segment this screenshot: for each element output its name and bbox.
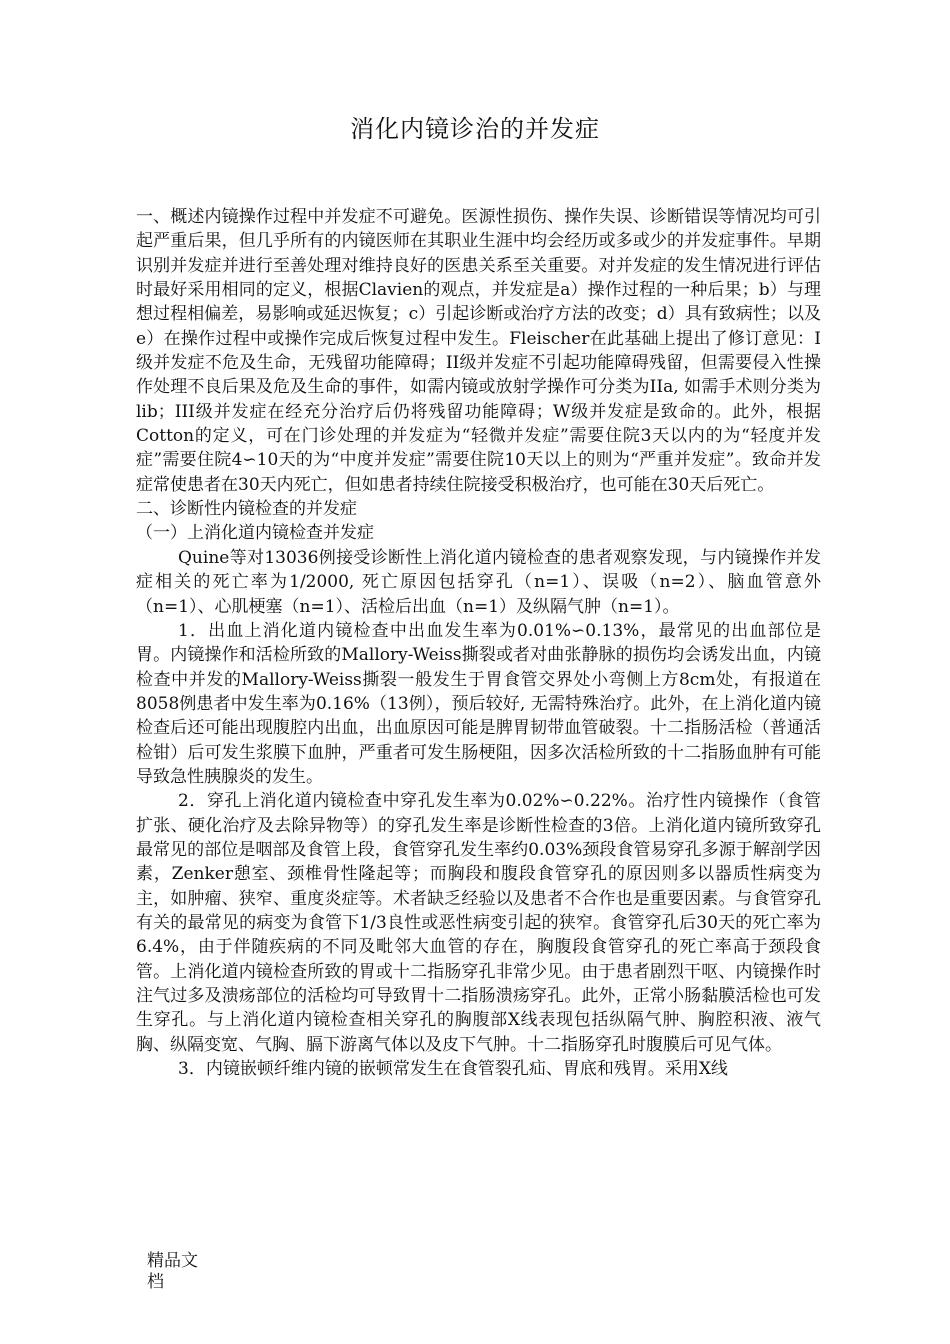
paragraph-bleeding: 1．出血上消化道内镜检查中出血发生率为0.01%∽0.13%，最常见的出血部位是胃。内镜操作和活检所致的Mallory-Weiss撕裂或者对曲张静脉的损伤均会诱发出血，内镜检查中并发的Mallory-Weiss撕裂一般发生于胃食管交界处小弯侧上方8cm处，有报道在8058例患者中发生率为0.16%（13例），预后较好, 无需特殊治疗。此外，在上消化道内镜检查后还可能出现腹腔内出血，出血原因可能是脾胃韧带血管破裂。十二指肠活检（普通活检钳）后可发生浆膜下血肿，严重者可发生肠梗阻，因多次活检所致的十二指肠血肿有可能导致急性胰腺炎的发生。 <box>136 620 821 787</box>
footer-watermark: 精品文档 <box>147 1251 198 1292</box>
paragraph-quine: Quine等对13036例接受诊断性上消化道内镜检查的患者观察发现，与内镜操作并发症相关的死亡率为1/2000, 死亡原因包括穿孔（n=1）、误吸（n=2）、脑血管意外（n=1）、心肌梗塞（n=1）、活检后出血（n=1）及纵隔气肿（n=1）。 <box>136 547 821 617</box>
section-heading: 二、诊断性内镜检查的并发症 <box>136 499 357 520</box>
paragraph-perforation: 2．穿孔上消化道内镜检查中穿孔发生率为0.02%∽0.22%。治疗性内镜操作（食管扩张、硬化治疗及去除异物等）的穿孔发生率是诊断性检查的3倍。上消化道内镜所致穿孔最常见的部位是咽部及食管上段，食管穿孔发生率约0.03%颈段食管易穿孔多源于解剖学因素，Zenker憩室、颈椎骨性隆起等；而胸段和腹段食管穿孔的原因则多以器质性病变为主，如肿瘤、狭窄、重度炎症等。术者缺乏经验以及患者不合作也是重要因素。与食管穿孔有关的最常见的病变为食管下1/3良性或恶性病变引起的狭窄。食管穿孔后30天的死亡率为6.4%，由于伴随疾病的不同及毗邻大血管的存在，胸腹段食管穿孔的死亡率高于颈段食管。上消化道内镜检查所致的胃或十二指肠穿孔非常少见。由于患者剧烈干呕、内镜操作时注气过多及溃疡部位的活检均可导致胃十二指肠溃疡穿孔。此外，正常小肠黏膜活检也可发生穿孔。与上消化道内镜检查相关穿孔的胸腹部X线表现包括纵隔气肿、胸腔积液、液气胸、纵隔变宽、气胸、膈下游离气体以及皮下气肿。十二指肠穿孔时腹膜后可见气体。 <box>136 791 821 1055</box>
paragraph-incarceration: 3．内镜嵌顿纤维内镜的嵌顿常发生在食管裂孔疝、胃底和残胃。采用X线 <box>178 1059 728 1080</box>
document-title: 消化内镜诊治的并发症 <box>350 115 600 143</box>
document-body <box>136 205 821 1081</box>
paragraph-overview: 一、概述内镜操作过程中并发症不可避免。医源性损伤、操作失误、诊断错误等情况均可引起严重后果，但几乎所有的内镜医师在其职业生涯中均会经历或多或少的并发症事件。早期识别并发症并进行至善处理对维持良好的医患关系至关重要。对并发症的发生情况进行评估时最好采用相同的定义，根据Clavien的观点，并发症是a）操作过程的一种后果；b）与理想过程相偏差，易影响或延迟恢复；c）引起诊断或治疗方法的改变；d）具有致病性；以及e）在操作过程中或操作完成后恢复过程中发生。Fleischer在此基础上提出了修订意见：I级并发症不危及生命，无残留功能障碍；II级并发症不引起功能障碍残留，但需要侵入性操作处理不良后果及危及生命的事件，如需内镜或放射学操作可分类为IIa, 如需手术则分类为lib；III级并发症在经充分治疗后仍将残留功能障碍；W级并发症是致命的。此外，根据Cotton的定义，可在门诊处理的并发症为“轻微并发症”需要住院3天以内的为“轻度并发症”需要住院4∽10天的为“中度并发症”需要住院10天以上的则为“严重并发症”。致命并发症常使患者在30天内死亡，但如患者持续住院接受积极治疗，也可能在30天后死亡。 <box>136 207 821 495</box>
subsection-heading: （一）上消化道内镜检查并发症 <box>136 523 374 544</box>
